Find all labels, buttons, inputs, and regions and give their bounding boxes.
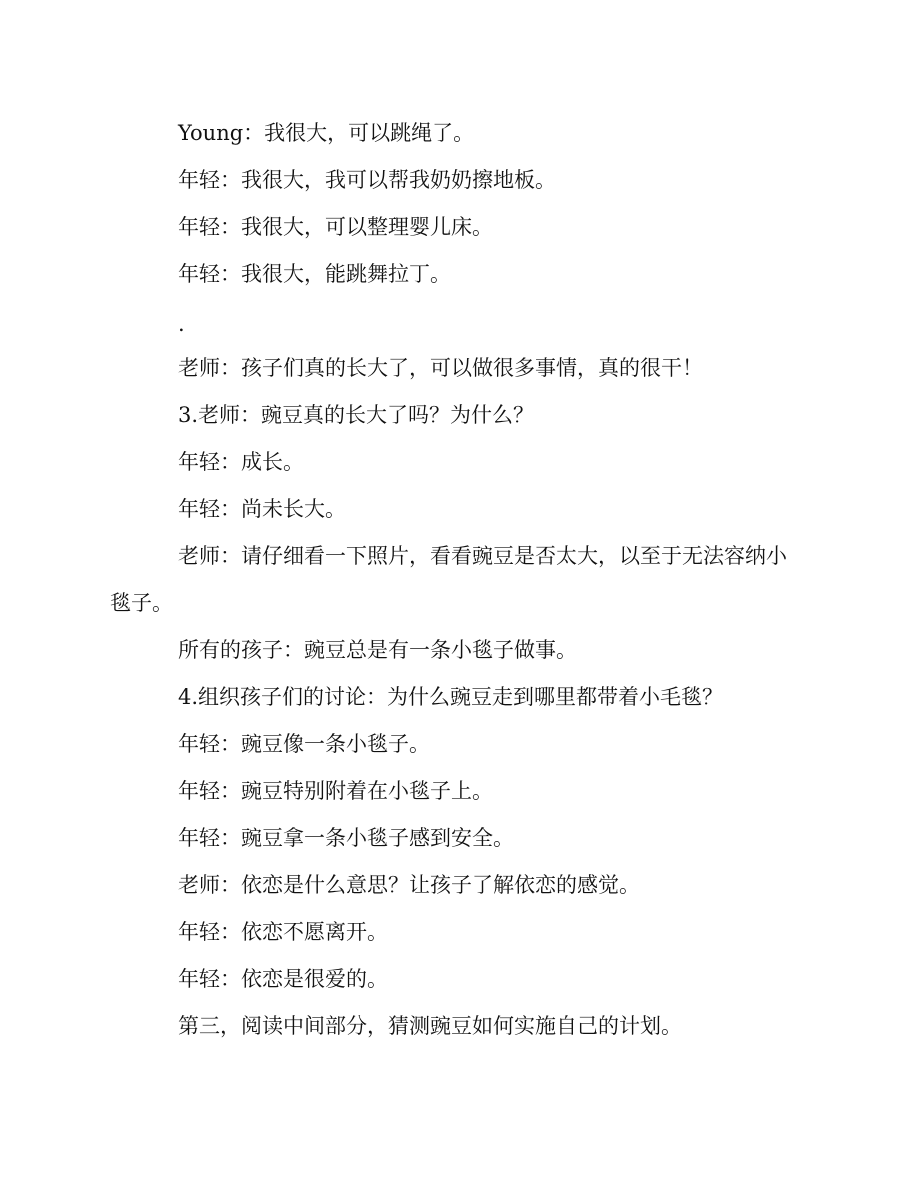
- text-line: .: [178, 312, 185, 336]
- text-line: 老师：依恋是什么意思？让孩子了解依恋的感觉。: [178, 873, 640, 897]
- text-line: 年轻：依恋是很爱的。: [178, 967, 388, 991]
- text-line: 老师：孩子们真的长大了，可以做很多事情，真的很干！: [178, 356, 703, 380]
- text-line: 所有的孩子：豌豆总是有一条小毯子做事。: [178, 638, 577, 662]
- text-line: 年轻：成长。: [178, 450, 304, 474]
- text-line: 第三，阅读中间部分，猜测豌豆如何实施自己的计划。: [178, 1014, 682, 1038]
- text-line: 年轻：豌豆像一条小毯子。: [178, 732, 430, 756]
- text-line: 年轻：我很大，能跳舞拉丁。: [178, 262, 451, 286]
- text-line: 年轻：豌豆特别附着在小毯子上。: [178, 779, 493, 803]
- text-line: 年轻：我很大，我可以帮我奶奶擦地板。: [178, 168, 556, 192]
- text-line: 老师：请仔细看一下照片，看看豌豆是否太大，以至于无法容纳小: [178, 544, 787, 568]
- text-line: 毯子。: [110, 591, 173, 615]
- text-line: 年轻：尚未长大。: [178, 497, 346, 521]
- text-line: Young：我很大，可以跳绳了。: [178, 121, 475, 145]
- text-line: 年轻：依恋不愿离开。: [178, 920, 388, 944]
- text-line: 年轻：我很大，可以整理婴儿床。: [178, 215, 493, 239]
- text-line: 年轻：豌豆拿一条小毯子感到安全。: [178, 826, 514, 850]
- text-line: 3.老师：豌豆真的长大了吗？为什么？: [178, 403, 535, 427]
- text-line: 4.组织孩子们的讨论：为什么豌豆走到哪里都带着小毛毯？: [178, 685, 724, 709]
